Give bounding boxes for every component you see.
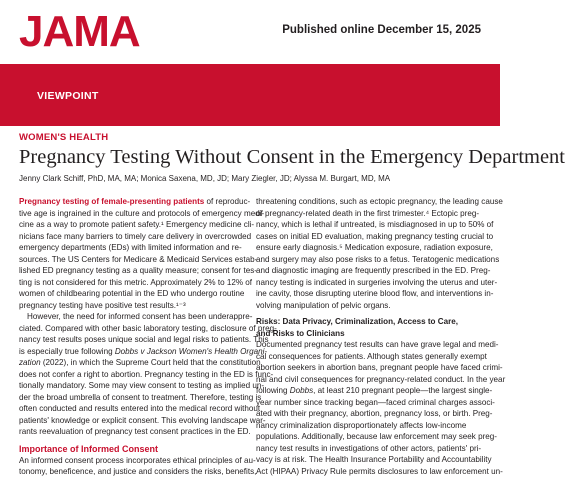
text-line: tive age is ingrained in the culture and protocols of emergency medi- <box>19 208 265 218</box>
text-line: of pregnancy-related death in the first trimester.⁴ Ectopic preg- <box>256 208 480 218</box>
text-line: cine as a way to promote patient safety.¹ Emergency medicine cli- <box>19 220 255 229</box>
text-line: However, the need for informed consent has been underappre- <box>27 312 253 321</box>
text-line: sources. The US Centers for Medicare & Medicaid Services estab- <box>19 254 258 264</box>
text-segment: of reproduc- <box>204 197 251 206</box>
text-line <box>19 357 261 369</box>
text-line: patients' knowledge or explicit consent. This evolving landscape war- <box>19 415 266 425</box>
text-segment: , at least 210 pregnant people—the largest single- <box>313 386 493 395</box>
text-line: does not confer a right to abortion. Pregnancy testing in the ED is func- <box>19 369 274 379</box>
text-line: tionally mandatory. Some may view consent to testing as implied un- <box>19 381 265 390</box>
section-label: WOMEN'S HEALTH <box>19 132 109 143</box>
text-line: nancy, which is lethal if untreated, is misdiagnosed in up to 50% of <box>256 220 494 229</box>
text-line: nancy test results in investigations of other actors, patients' pri- <box>256 443 482 453</box>
text-line: pregnancy testing have positive test results.¹⁻³ <box>19 300 186 310</box>
text-line: cases on initial ED evaluation, making pregnancy testing crucial to <box>256 231 494 241</box>
text-line <box>256 385 493 397</box>
case-citation: Dobbs v Jackson Women's Health Organi- <box>114 346 268 356</box>
banner-label: VIEWPOINT <box>37 90 99 102</box>
text-line: An informed consent process incorporates ethical principles of au- <box>19 455 256 465</box>
text-line: women of childbearing potential in the ED who undergo routine <box>19 289 245 298</box>
text-line: abortion seekers in abortion bans, pregnant people have faced crimi- <box>256 363 503 372</box>
text-line: nancy criminalization disproportionately affects low-income <box>256 420 467 430</box>
text-line: lished ED pregnancy testing as a quality measure; consent for tes- <box>19 266 257 275</box>
case-citation: Dobbs <box>289 386 314 395</box>
text-line: ensure early diagnosis.⁵ Medication exposure, radiation exposure, <box>256 243 493 252</box>
text-line <box>19 346 268 358</box>
text-line: nancy test results poses unique social and legal risks to patients. This <box>19 335 269 344</box>
jama-logo: JAMA <box>19 7 140 56</box>
viewpoint-banner <box>0 64 500 126</box>
text-segment: (2022), in which the Supreme Court held that the constitution <box>40 358 261 367</box>
author-list: Jenny Clark Schiff, PhD, MA, MA; Monica Saxena, MD, JD; Mary Ziegler, JD; Alyssa M. Burgart, MD, MA <box>19 174 391 183</box>
case-citation: zation <box>19 358 41 367</box>
text-line: ting is not considered for this metric. Approximately 2% to 12% of <box>19 277 253 287</box>
text-line: tonomy, beneficence, and justice and considers the risks, benefits, <box>19 467 257 476</box>
text-line: year number since tracking began—faced criminal charges associ- <box>256 397 495 407</box>
text-line: rants reevaluation of pregnancy test consent practices in the ED. <box>19 427 251 436</box>
section-heading: Importance of Informed Consent <box>19 443 159 454</box>
text-line: volving manipulation of pelvic organs. <box>256 300 391 310</box>
right-column <box>256 196 506 477</box>
article-title: Pregnancy Testing Without Consent in the Emergency Department <box>19 146 565 168</box>
text-segment: following <box>256 386 290 395</box>
text-line: and diagnostic imaging are frequently prescribed in the ED. Preg- <box>256 266 491 275</box>
text-line: often conducted and results entered into the medical record without <box>19 404 261 413</box>
text-line: ine cavity, those disrupting uterine blood flow, and interventions in- <box>256 289 494 298</box>
text-line: Documented pregnancy test results can have grave legal and medi- <box>256 340 499 349</box>
text-line: threatening conditions, such as ectopic pregnancy, the leading cause <box>256 197 503 206</box>
text-line: nicians face many barriers to timely care delivery in overcrowded <box>19 231 252 241</box>
section-heading: and Risks to Clinicians <box>256 328 345 338</box>
text-line: ciated. Compared with other basic laboratory testing, disclosure of preg- <box>19 323 277 333</box>
section-heading: Risks: Data Privacy, Criminalization, Access to Care, <box>256 317 458 326</box>
publication-date: Published online December 15, 2025 <box>282 24 481 36</box>
text-segment: is especially true following <box>19 346 115 356</box>
text-line: vacy is at risk. The Health Insurance Portability and Accountability <box>256 455 492 464</box>
text-line <box>19 196 251 208</box>
text-line: der the broad umbrella of consent to treatment. Therefore, testing is <box>19 392 262 402</box>
text-line: ated with their pregnancy, abortion, pregnancy loss, or birth. Preg- <box>256 409 493 418</box>
text-line: nal and civil consequences for pregnancy-related conduct. In the year <box>256 374 506 384</box>
text-line: Act (HIPAA) Privacy Rule permits disclosures to law enforcement un- <box>256 466 503 476</box>
text-line: populations. Additionally, because law enforcement may seek preg- <box>256 432 498 441</box>
text-line: cal consequences for patients. Although states generally exempt <box>256 351 487 361</box>
text-line: emergency departments (EDs) with limited information and re- <box>19 243 242 252</box>
left-column <box>19 196 277 478</box>
text-line: and surgery may also pose risks to a fetus. Teratogenic medications <box>256 254 500 264</box>
text-line: nancy testing is indicated in surgeries involving the uterus and uter- <box>256 277 498 287</box>
lead-phrase: Pregnancy testing of female-presenting patients <box>19 197 205 206</box>
